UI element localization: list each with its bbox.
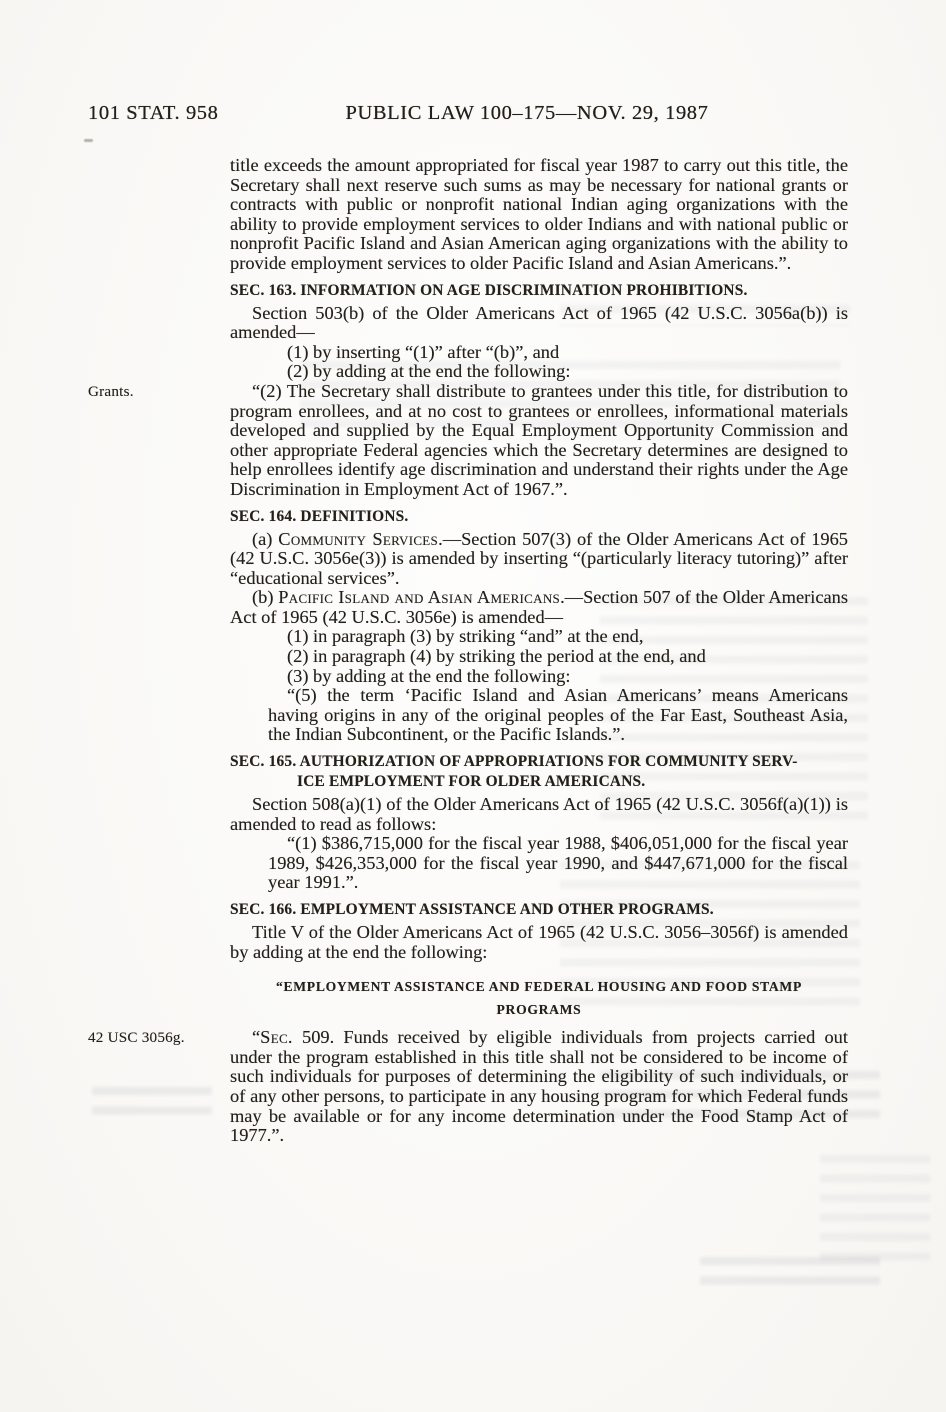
section-165-heading [230,752,848,792]
margin-note-grants: Grants. [88,382,134,400]
section-165-intro: Section 508(a)(1) of the Older Americans Act of 1965 (42 U.S.C. 3056f(a)(1)) is amended to read as follows: [230,794,848,834]
subsection-a-label: (a) [252,528,279,549]
section-164-item-3: (3) by adding at the end the following: [287,665,571,686]
section-164-item-1: (1) in paragraph (3) by striking “and” at the end, [287,626,644,647]
section-165-heading-line-1: SEC. 165. AUTHORIZATION OF APPROPRIATIONS FOR COMMUNITY SERV- [230,753,798,771]
section-164-quoted-paragraph: “(5) the term ‘Pacific Island and Asian Americans’ means Americans having origins in any of the original peoples of the Far East, Southeast Asia, the Indian Subcontinent, or the Pacific Islands.”. [268,685,848,745]
continuation-paragraph: title exceeds the amount appropriated for fiscal year 1987 to carry out this title, the Secretary shall next reserve such sums as may be necessary for national grants or contracts with public or nonprofit national Indian aging organizations with the ability to provide employment services to older Indians and with national public or nonprofit Pacific Island and Asian American aging organizations with the ability to provide employment services to older Pacific Island and Asian Americans.”. [230,155,848,273]
section-509-smallcaps-label: Sec. [260,1027,293,1048]
section-509-open-quote: “ [252,1027,261,1048]
bleedthrough-artifact [700,1252,880,1296]
quoted-title-heading-line-1: “EMPLOYMENT ASSISTANCE AND FEDERAL HOUSING AND FOOD STAMP [276,979,802,995]
section-163-item-1: (1) by inserting “(1)” after “(b)”, and [287,341,560,362]
section-164-subsection-a [230,530,848,589]
section-163-item-2: (2) by adding at the end the following: [287,361,571,382]
subsection-a-text: .—Section 507(3) of the Older Americans Act of 1965 (42 U.S.C. 3056e(3)) is amended by inserting “(particularly literacy tutoring)” after “educational services”. [230,528,848,588]
section-164-heading: SEC. 164. DEFINITIONS. [230,507,409,525]
subsection-b-text: .—Section 507 of the Older Americans Act of 1965 (42 U.S.C. 3056e) is amended— [230,587,849,627]
section-165-quoted-paragraph: “(1) $386,715,000 for the fiscal year 1988, $406,051,000 for the fiscal year 1989, $426,353,000 for the fiscal year 1990, and $447,671,000 for the fiscal year 1991.”. [268,833,848,893]
quoted-title-heading [230,975,848,1021]
section-166-intro: Title V of the Older Americans Act of 1965 (42 U.S.C. 3056–3056f) is amended by adding at the end the following: [230,922,848,962]
scan-speck-artifact [84,139,93,142]
public-law-running-header: PUBLIC LAW 100–175—NOV. 29, 1987 [345,102,709,124]
text-column [88,155,849,1146]
section-163-quoted-paragraph [88,380,848,500]
subsection-b-label: (b) [252,587,279,608]
section-163-intro: Section 503(b) of the Older Americans Act of 1965 (42 U.S.C. 3056a(b)) is amended— [230,302,848,343]
section-165-heading-line-2: ICE EMPLOYMENT FOR OLDER AMERICANS. [297,773,646,791]
quoted-title-heading-line-2: PROGRAMS [496,1002,582,1018]
section-163-heading: SEC. 163. INFORMATION ON AGE DISCRIMINATION PROHIBITIONS. [230,281,748,299]
section-509-paragraph [88,1027,848,1146]
section-163-quote-text: “(2) The Secretary shall distribute to grantees under this title, for distribution to program enrollees, and at no cost to grantees or enrollees, informational materials developed and supplied by the Equal Employment Opportunity Commission and other appropriate Federal agencies which the Secretary determines are designed to help enrollees identify age discrimination and understand their rights under the Age Discrimination in Employment Act of 1967.”. [230,380,848,499]
statute-page-number: 101 STAT. 958 [88,102,219,124]
subsection-b-smallcaps-term: Pacific Island and Asian Americans [278,587,561,608]
section-164-item-2: (2) in paragraph (4) by striking the period at the end, and [287,646,706,667]
section-164-subsection-b [230,588,848,627]
section-509-text: 509. Funds received by eligible individuals from projects carried out under the program established in this title shall not be considered to be income of such individuals for purposes of determining the eligibility of such individuals, or of any other persons, to participate in any housing program for which Federal funds may be available or for any income determination under the Food Stamp Act of 1977.”. [230,1027,848,1146]
bleedthrough-artifact [820,1150,930,1268]
margin-note-usc-citation: 42 USC 3056g. [88,1029,185,1047]
subsection-a-smallcaps-term: Community Services [278,528,439,549]
bleedthrough-artifact [92,1082,212,1122]
section-166-heading: SEC. 166. EMPLOYMENT ASSISTANCE AND OTHER PROGRAMS. [230,901,714,918]
